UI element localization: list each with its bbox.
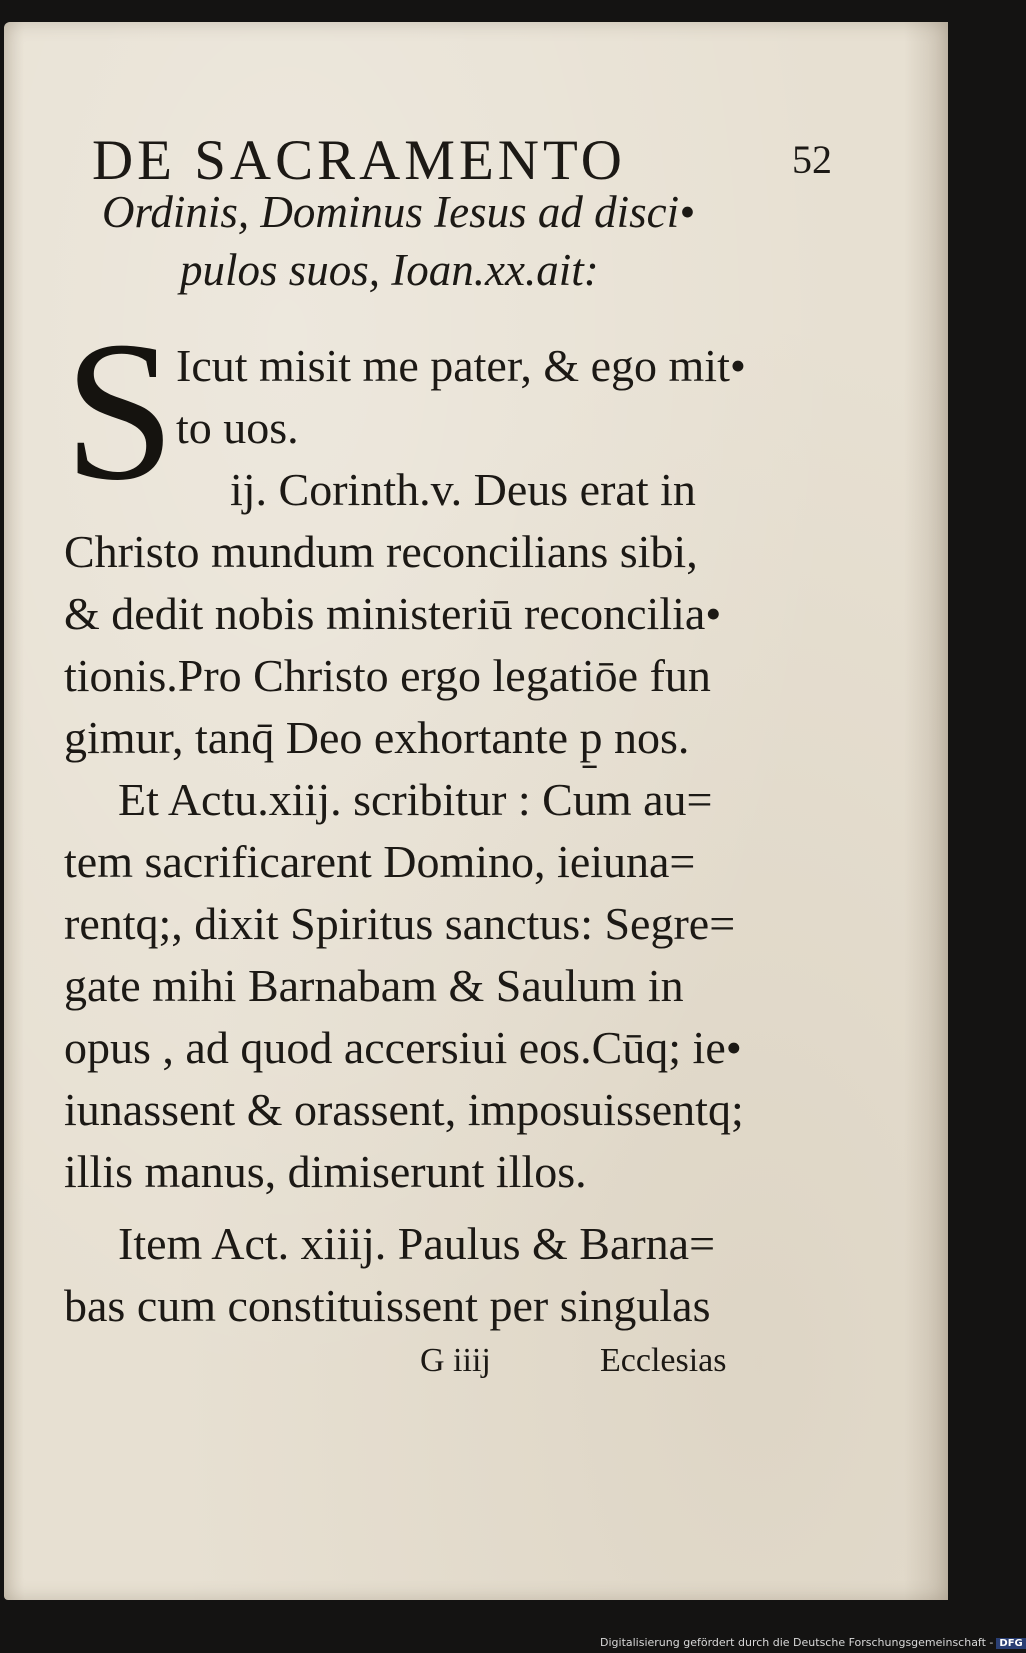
page-number: 52 [792, 137, 832, 182]
text-line: gate mihi Barnabam & Saulum in [64, 960, 684, 1011]
text-line: tionis.Pro Christo ergo legatiōe fun [64, 650, 711, 701]
text-line: illis manus, dimiserunt illos. [64, 1146, 587, 1197]
text-line: tem sacrificarent Domino, ieiuna= [64, 836, 696, 887]
text-line: Item Act. xiiij. Paulus & Barna= [118, 1218, 716, 1269]
text-line: iunassent & orassent, imposuissentq; [64, 1084, 744, 1135]
subheading-line-2: pulos suos, Ioan.xx.ait: [180, 245, 599, 295]
subheading-line-1: Ordinis, Dominus Iesus ad disci• [102, 187, 695, 237]
text-line: rentq;, dixit Spiritus sanctus: Segre= [64, 898, 736, 949]
text-line: & dedit nobis ministeriū reconcilia• [64, 588, 722, 639]
text-line: bas cum constituissent per singulas [64, 1280, 711, 1331]
page-heading: DE SACRAMENTO [92, 129, 626, 192]
text-line: gimur, tanq̄ Deo exhortante p̱ nos. [64, 712, 690, 763]
catchword: Ecclesias [600, 1342, 727, 1379]
drop-cap: S [64, 301, 176, 522]
text-line: Icut misit me pater, & ego mit• [176, 340, 746, 391]
text-line: to uos. [176, 402, 299, 453]
footer-credit [600, 1636, 1026, 1649]
text-line: opus , ad quod accersiui eos.Cūq; ie• [64, 1022, 742, 1073]
text-line: ij. Corinth.v. Deus erat in [230, 464, 696, 515]
signature-mark: G iiij [420, 1342, 491, 1379]
text-line: Christo mundum reconcilians sibi, [64, 526, 698, 577]
dfg-logo: DFG [996, 1638, 1025, 1649]
footer-text: Digitalisierung gefördert durch die Deutsche Forschungsgemeinschaft - [600, 1636, 994, 1649]
text-line: Et Actu.xiij. scribitur : Cum au= [118, 774, 713, 825]
